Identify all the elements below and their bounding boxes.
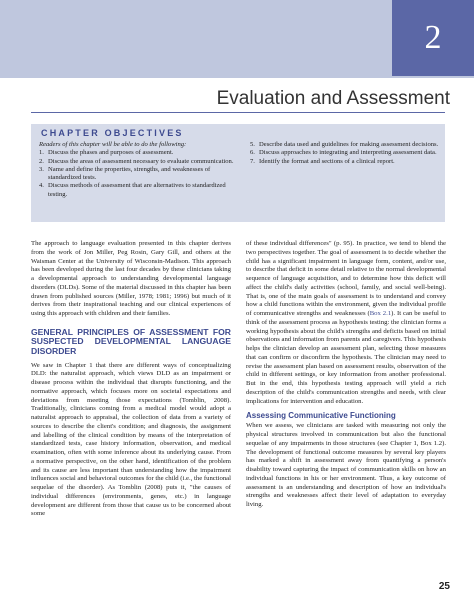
- page-number: 25: [438, 581, 450, 592]
- right-text-column: [246, 240, 446, 510]
- objective-text: Name and define the properties, strengths, and weaknesses of standardized tests.: [48, 165, 211, 182]
- objective-item: [39, 149, 241, 157]
- chapter-number: 2: [424, 19, 442, 56]
- objective-text: Identify the format and sections of a clinical report.: [259, 157, 395, 165]
- assessment-goal-paragraph: [246, 240, 446, 406]
- functioning-paragraph: When we assess, we clinicians are tasked with measuring not only the physical structures involved in communication but also the functional sequelae of any impairments in those structures (see Chapter 1, Box 1.2). The development of functional outcome measures by several key players has marked a shift in assessment away from quantifying a person's disability toward capturing the impact of communication skills on how an individual functions in his or her environment. Thus, a key outcome of assessment is an understanding and description of how an individual's strengths and weaknesses affect their level of adaptation to everyday living.: [246, 422, 446, 508]
- objective-text: Describe data used and guidelines for making assessment decisions.: [259, 141, 439, 148]
- objective-item: [250, 149, 440, 157]
- objective-text: Discuss methods of assessment that are alternatives to standardized testing.: [48, 182, 226, 198]
- intro-paragraph: The approach to language evaluation presented in this chapter derives from the work of Jon Miller, Peg Rosin, Gary Gill, and others at the Waisman Center at the University of Wisconsin-Madison. This approach has been developed during the last four decades by these clinicians taking a developmental approach to understanding developmental language disorders (DLDs). Some of the material discussed in this chapter has been drawn from published sources (Miller, 1978; 1981; 1996) but much of it derives from their inspirational teaching and our clinical experiences of using this approach with children and their families.: [31, 240, 231, 317]
- objective-text: Discuss the phases and purposes of assessment.: [48, 149, 174, 157]
- objective-number: 6.: [250, 149, 255, 157]
- title-rule: [31, 112, 445, 113]
- objective-item: [250, 141, 440, 149]
- objectives-intro: Readers of this chapter will be able to do the following:: [39, 141, 187, 148]
- objectives-left-column: [39, 141, 241, 199]
- objective-text: Discuss approaches to integrating and interpreting assessment data.: [259, 149, 437, 157]
- objective-number: 7.: [250, 157, 255, 165]
- objective-number: 1.: [39, 149, 44, 157]
- objective-number: 3.: [39, 165, 44, 173]
- objectives-heading: CHAPTER OBJECTIVES: [41, 128, 184, 138]
- subsection-heading: Assessing Communicative Functioning: [246, 411, 396, 421]
- paragraph-text: of these individual differences" (p. 95). In practice, we tend to blend the two perspectives together. The goal of assessment is to decide whether the child has a significant impairment in language form, content, and/or use, to describe that deficit in some detail relative to the normal developmental sequence of language acquisition, and to determine how this deficit will affect the child's daily activities (school, family, and social well-being). That is, one of the main goals of assessment is to understand and convey how a child functions within the environment, given the individual profile of communicative strengths and weaknesses (: [246, 240, 446, 317]
- objective-item: [39, 182, 241, 199]
- objective-number: 2.: [39, 157, 44, 165]
- box-reference-link[interactable]: Box 2.1: [369, 310, 392, 317]
- left-text-column: [31, 240, 231, 519]
- chapter-objectives-box: [31, 124, 445, 222]
- objective-text: Discuss the areas of assessment necessary to evaluate communication.: [48, 157, 234, 165]
- objective-number: 4.: [39, 182, 44, 190]
- chapter-number-box: [392, 0, 474, 76]
- objective-item: [39, 166, 241, 183]
- objective-item: [250, 158, 440, 166]
- paragraph-text: ). It can be useful to think of the assessment process as hypothesis testing: the clinician forms a working hypothesis about the child's strengths and deficits based on initial observations and information from parents and caregivers. This hypothesis helps the clinician develop an assessment plan, selecting those measures that can confirm or disconfirm the hypothesis. The clinician may need to revise the assessment plan based on assessment results, observation of the child in different settings, or key information from another professional. But in the end, this hypothesis testing approach will yield a rich description of the child's communication strengths and needs, with clear implications for intervention and education.: [246, 310, 446, 405]
- section-heading: GENERAL PRINCIPLES OF ASSESSMENT FOR SUSPECTED DEVELOPMENTAL LANGUAGE DISORDER: [31, 326, 231, 356]
- chapter-title: Evaluation and Assessment: [216, 88, 450, 109]
- objective-number: 5.: [250, 141, 255, 148]
- objective-item: [39, 158, 241, 166]
- objectives-right-column: [250, 141, 440, 166]
- section-paragraph: We saw in Chapter 1 that there are different ways of conceptualizing DLD: the naturalist approach, which views DLD as an impairment or disease process within the individual that disrupts functioning, and the normative approach, which focuses more on societal expectations and deviations from meeting those expectations (Tomblin, 2008). Traditionally, clinicians coming from a medical model would adopt a naturalist approach to appraisal, the collection of data from a variety of sources to describe the client's condition; and diagnosis, the assignment and labelling of the clinical condition by means of the interpretation of standardized tests, case history information, observation, and medical examination, often with some inference about its underlying cause. From a normative perspective, on the other hand, identification of the problem and its cause are less important than understanding how the impairment influences social and behavioral outcomes for the child (i.e., the functional sequelae of the disorder). As Tomblin (2008) puts it, "the causes of individual differences (environments, genes, etc.) in language development are different from those that cause us to be concerned about some: [31, 361, 231, 518]
